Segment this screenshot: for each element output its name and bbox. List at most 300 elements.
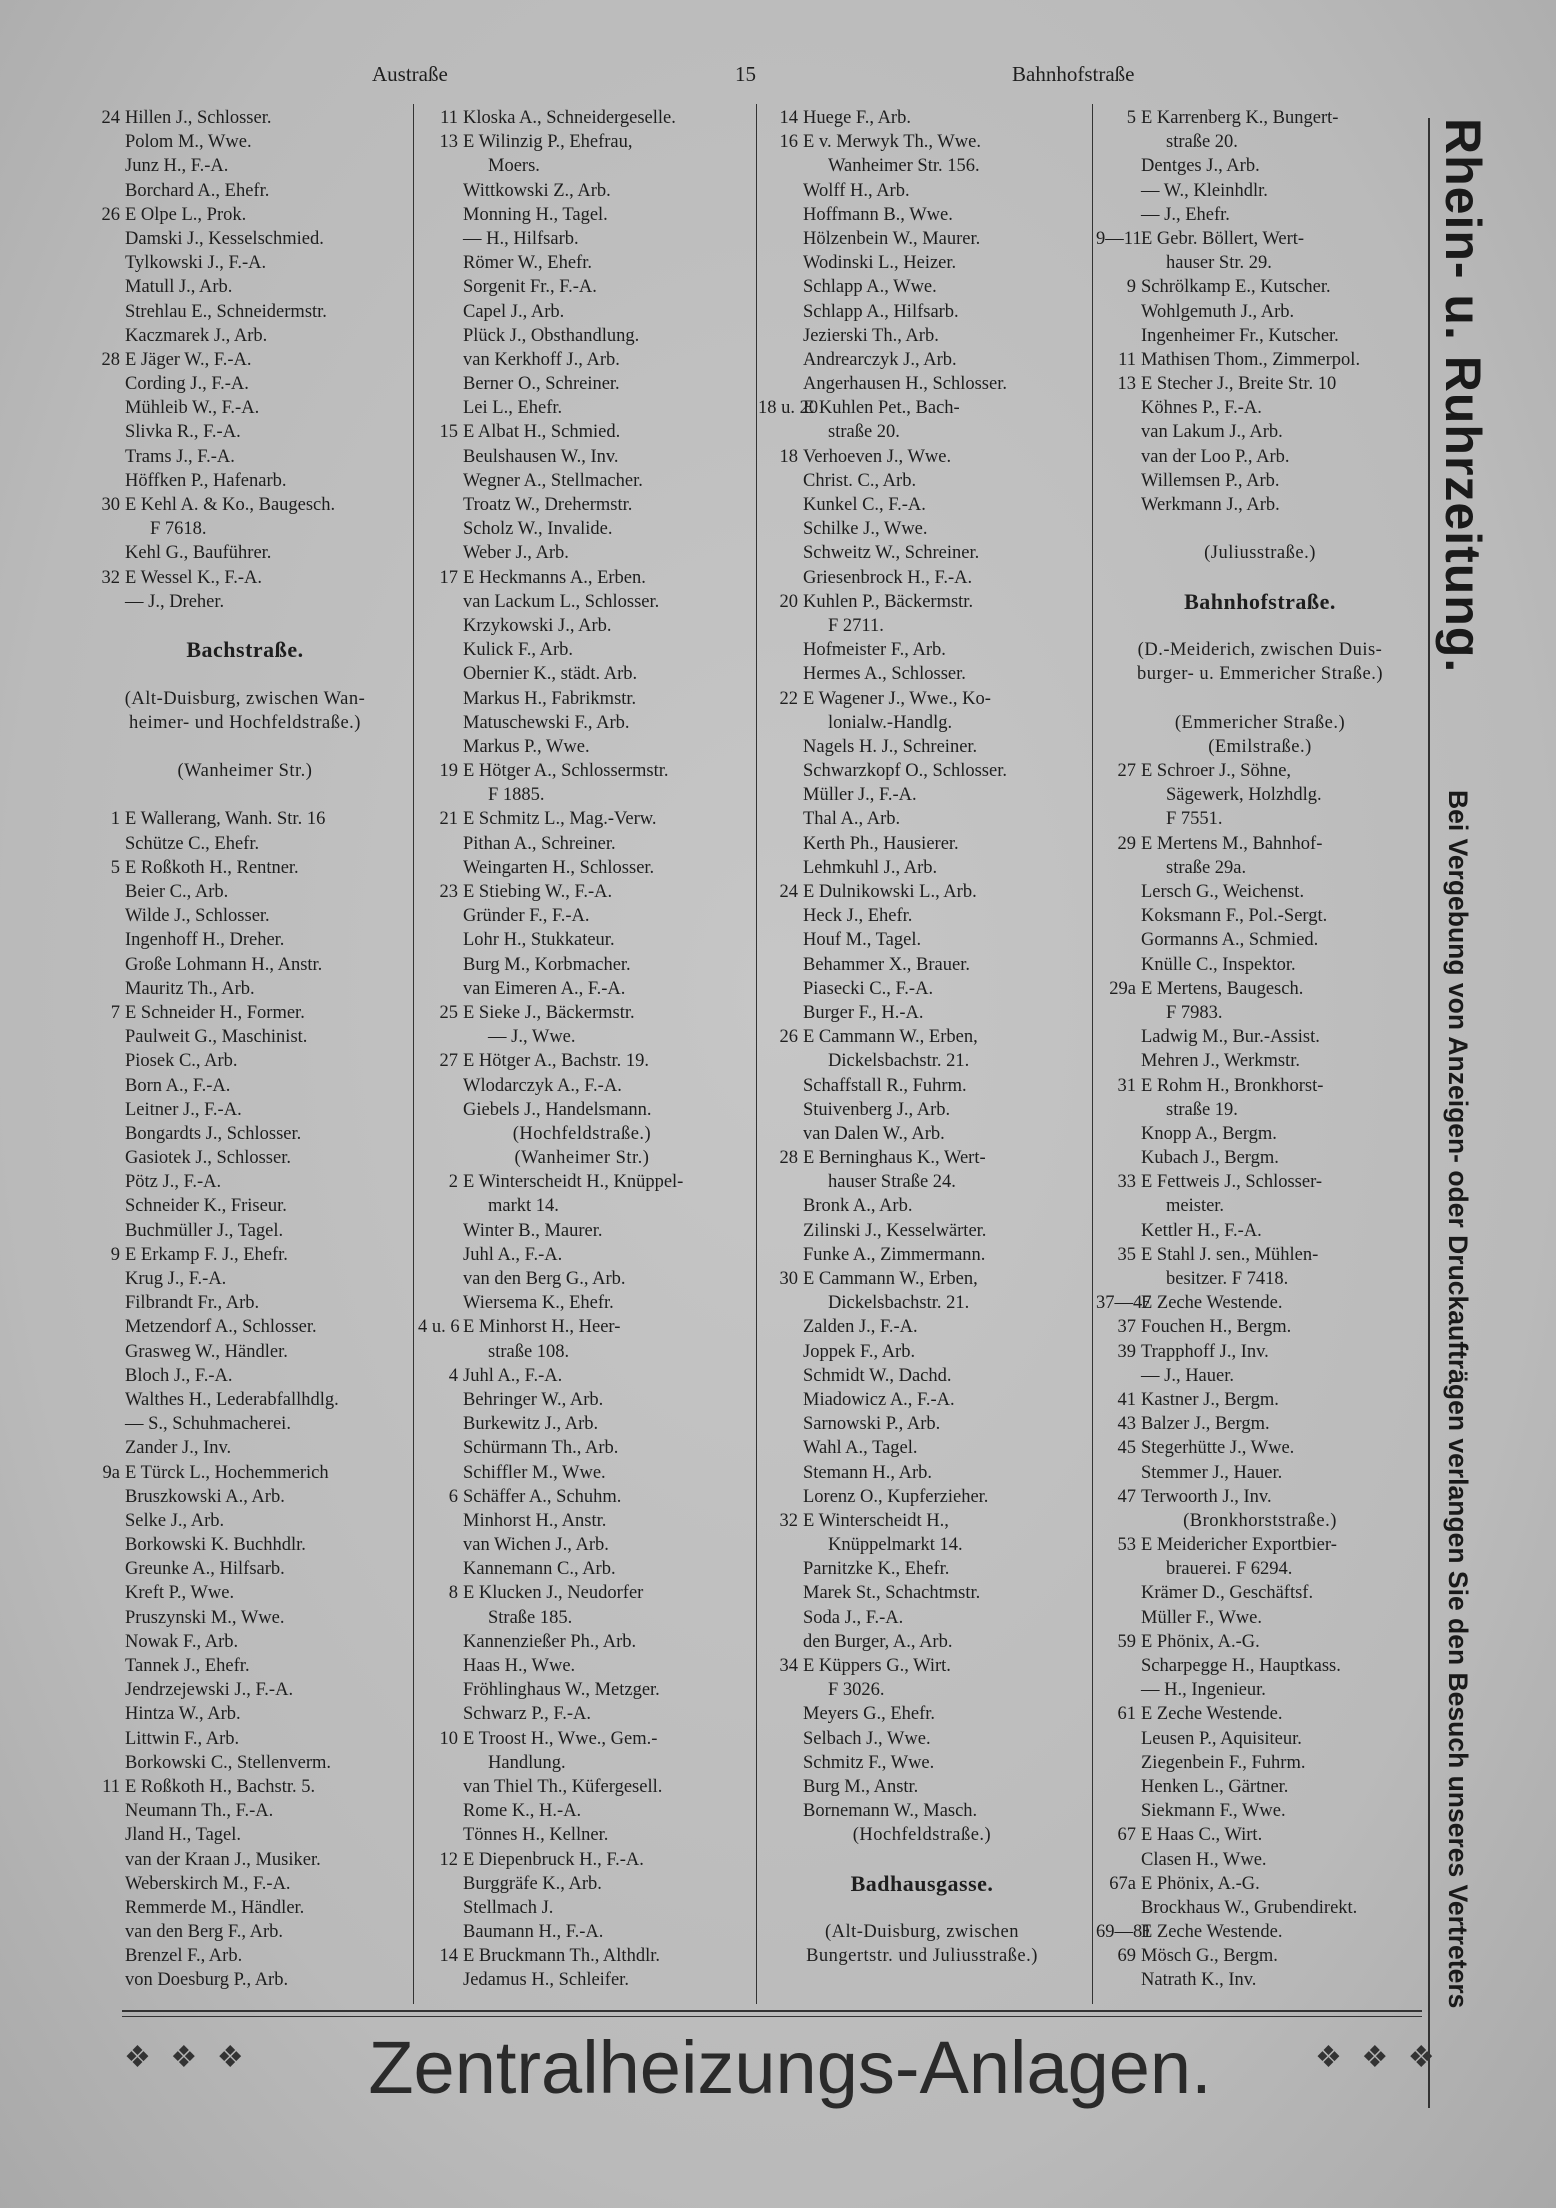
house-number: 26	[101, 204, 120, 225]
footer-rule	[122, 2016, 1422, 2017]
resident-entry: Lei L., Ehefr.	[463, 398, 563, 419]
directory-entry	[418, 130, 746, 154]
resident-entry: Pithan A., Schreiner.	[463, 833, 616, 854]
directory-entry	[1096, 1872, 1424, 1896]
resident-entry: Zander J., Inv.	[125, 1438, 232, 1459]
resident-entry: Stemann H., Arb.	[803, 1462, 932, 1483]
entry-text: E Bruckmann Th., Althdlr.	[463, 1946, 660, 1967]
resident-entry: Burger F., H.-A.	[803, 1002, 924, 1023]
directory-entry	[418, 1944, 746, 1968]
directory-entry	[1096, 1485, 1424, 1509]
entry-continuation: straße 108.	[488, 1341, 570, 1362]
resident-entry: Zilinski J., Kesselwärter.	[803, 1220, 987, 1241]
house-number: 4	[448, 1365, 458, 1386]
entry-text: E Hötger A., Bachstr. 19.	[463, 1051, 650, 1072]
directory-entry	[758, 1146, 1086, 1170]
entry-text: Juhl A., F.-A.	[463, 1365, 563, 1386]
entry-text: E Phönix, A.-G.	[1141, 1873, 1260, 1894]
street-heading: Bachstraße.	[186, 637, 304, 663]
directory-entry	[758, 396, 1086, 420]
resident-entry: Schwarzkopf O., Schlosser.	[803, 761, 1007, 782]
directory-entry	[758, 1509, 1086, 1533]
house-number: 11	[1118, 349, 1136, 370]
resident-entry: Wohlgemuth J., Arb.	[1141, 301, 1295, 322]
resident-entry: Wahl A., Tagel.	[803, 1438, 918, 1459]
entry-continuation: F 2711.	[828, 615, 884, 636]
entry-text: E Dulnikowski L., Arb.	[803, 882, 977, 902]
entry-text: Mösch G., Bergm.	[1141, 1946, 1278, 1967]
resident-entry: Sarnowski P., Arb.	[803, 1414, 941, 1435]
street-note: (Alt-Duisburg, zwischen Wan-	[124, 688, 366, 709]
resident-entry: Hoffmann B., Wwe.	[803, 204, 953, 225]
directory-column-1	[80, 106, 410, 1993]
house-number: 29	[1117, 833, 1136, 854]
entry-text: E Karrenberg K., Bungert-	[1141, 108, 1339, 128]
resident-entry: Stuivenberg J., Arb.	[803, 1099, 951, 1120]
directory-entry	[1096, 759, 1424, 783]
directory-entry	[80, 856, 410, 880]
resident-entry: Müller F., Wwe.	[1141, 1607, 1262, 1628]
entry-continuation: F 1885.	[488, 785, 545, 806]
street-heading: Badhausgasse.	[850, 1870, 994, 1896]
resident-entry: van Wichen J., Arb.	[463, 1535, 609, 1556]
house-number: 39	[1117, 1341, 1136, 1362]
house-number: 28	[779, 1148, 798, 1169]
page-number: 15	[735, 62, 756, 86]
house-number: 35	[1117, 1244, 1136, 1265]
resident-entry: Wiersema K., Ehefr.	[463, 1293, 614, 1314]
resident-entry: Schaffstall R., Fuhrm.	[803, 1075, 967, 1096]
house-number: 53	[1117, 1535, 1136, 1556]
resident-entry: Selbach J., Wwe.	[803, 1728, 931, 1749]
house-number: 18 u. 20	[758, 398, 819, 419]
resident-entry: Kannemann C., Arb.	[463, 1559, 616, 1580]
resident-entry: Bongardts J., Schlosser.	[125, 1123, 302, 1144]
directory-entry	[1096, 1074, 1424, 1098]
resident-entry: Schürmann Th., Arb.	[463, 1438, 619, 1459]
resident-entry: Knopp A., Bergm.	[1141, 1123, 1277, 1144]
resident-entry: Lorenz O., Kupferzieher.	[803, 1486, 989, 1507]
entry-text: E Winterscheidt H., Knüppel-	[463, 1172, 684, 1193]
resident-entry: Köhnes P., F.-A.	[1141, 398, 1262, 419]
house-number: 31	[1117, 1075, 1136, 1096]
house-number: 27	[1117, 761, 1136, 782]
entry-text: Hillen J., Schlosser.	[125, 108, 272, 128]
resident-entry: Bruszkowski A., Arb.	[125, 1486, 285, 1507]
spacer	[758, 1896, 1086, 1920]
resident-entry: Buchmüller J., Tagel.	[125, 1220, 284, 1241]
entry-continuation: straße 20.	[1166, 132, 1238, 153]
spacer	[1096, 566, 1424, 590]
entry-text: E v. Merwyk Th., Wwe.	[803, 132, 981, 153]
house-number: 11	[440, 108, 458, 128]
resident-entry: Kubach J., Bergm.	[1141, 1148, 1279, 1169]
directory-entry	[758, 106, 1086, 130]
resident-entry: van Thiel Th., Küfergesell.	[463, 1776, 663, 1797]
entry-continuation: hauser Str. 29.	[1166, 253, 1272, 274]
entry-continuation: Knüppelmarkt 14.	[828, 1535, 963, 1556]
resident-entry: Joppek F., Arb.	[803, 1341, 916, 1362]
resident-entry: Jendrzejewski J., F.-A.	[125, 1680, 294, 1701]
directory-entry	[1096, 1944, 1424, 1968]
resident-entry: van Eimeren A., F.-A.	[463, 978, 626, 999]
house-number: 61	[1117, 1704, 1136, 1725]
resident-entry: Junz H., F.-A.	[125, 156, 229, 177]
resident-entry: Damski J., Kesselschmied.	[125, 228, 324, 249]
spacer	[1096, 687, 1424, 711]
resident-entry: Markus P., Wwe.	[463, 736, 590, 757]
resident-entry: Kehl G., Bauführer.	[125, 543, 272, 564]
resident-entry: Pruszynski M., Wwe.	[125, 1607, 285, 1628]
entry-text: E Küppers G., Wirt.	[803, 1656, 951, 1676]
house-number: 17	[439, 567, 458, 588]
directory-entry	[1096, 275, 1424, 299]
entry-text: Verhoeven J., Wwe.	[803, 446, 952, 467]
entry-text: E Kuhlen Pet., Bach-	[803, 398, 960, 419]
directory-entry	[1096, 977, 1424, 1001]
entry-text: E Rohm H., Bronkhorst-	[1141, 1075, 1324, 1096]
directory-entry	[758, 1267, 1086, 1291]
directory-entry	[758, 1654, 1086, 1678]
house-number: 24	[101, 108, 120, 128]
resident-entry: Borchard A., Ehefr.	[125, 180, 270, 201]
entry-text: Fouchen H., Bergm.	[1141, 1317, 1292, 1338]
resident-entry: Beulshausen W., Inv.	[463, 446, 619, 467]
entry-continuation: meister.	[1166, 1196, 1225, 1217]
street-note: (Emilstraße.)	[1208, 736, 1312, 757]
resident-entry: Piosek C., Arb.	[125, 1051, 238, 1072]
directory-entry	[418, 1727, 746, 1751]
resident-entry: Schlapp A., Hilfsarb.	[803, 301, 959, 322]
resident-entry: Schmidt W., Dachd.	[803, 1365, 952, 1386]
entry-text: E Erkamp F. J., Ehefr.	[125, 1244, 288, 1265]
entry-continuation: — J., Wwe.	[488, 1027, 576, 1048]
column-divider	[1092, 104, 1093, 2004]
resident-entry: Meyers G., Ehefr.	[803, 1704, 936, 1725]
entry-text: Kuhlen P., Bäckermstr.	[803, 591, 974, 612]
entry-continuation: brauerei. F 6294.	[1166, 1559, 1293, 1580]
resident-entry: Wolff H., Arb.	[803, 180, 910, 201]
resident-entry: Schneider K., Friseur.	[125, 1196, 287, 1217]
house-number: 19	[439, 761, 458, 782]
resident-entry: Capel J., Arb.	[463, 301, 565, 322]
entry-continuation: markt 14.	[488, 1196, 559, 1217]
house-number: 15	[439, 422, 458, 443]
resident-entry: Wittkowski Z., Arb.	[463, 180, 611, 201]
entry-text: E Diepenbruck H., F.-A.	[463, 1849, 644, 1870]
resident-entry: Wlodarczyk A., F.-A.	[463, 1075, 622, 1096]
directory-entry	[418, 1364, 746, 1388]
resident-entry: Bornemann W., Masch.	[803, 1801, 978, 1822]
house-number: 29a	[1109, 978, 1136, 999]
entry-text: E Wessel K., F.-A.	[125, 567, 262, 588]
house-number: 9—11	[1096, 228, 1142, 249]
resident-entry: Koksmann F., Pol.-Sergt.	[1141, 906, 1328, 927]
entry-text: E Wallerang, Wanh. Str. 16	[125, 809, 326, 830]
house-number: 18	[779, 446, 798, 467]
resident-entry: Brenzel F., Arb.	[125, 1946, 243, 1967]
resident-entry: Kaczmarek J., Arb.	[125, 325, 268, 346]
entry-text: E Zeche Westende.	[1141, 1922, 1283, 1943]
resident-entry: Jland H., Tagel.	[125, 1825, 242, 1846]
resident-entry: Griesenbrock H., F.-A.	[803, 567, 973, 588]
resident-entry: Krämer D., Geschäftsf.	[1141, 1583, 1314, 1604]
resident-entry: Siekmann F., Wwe.	[1141, 1801, 1286, 1822]
resident-entry: Burg M., Anstr.	[803, 1776, 919, 1797]
resident-entry: Gasiotek J., Schlosser.	[125, 1148, 291, 1169]
entry-text: Balzer J., Bergm.	[1141, 1414, 1270, 1435]
entry-continuation: F 7618.	[150, 519, 207, 540]
resident-entry: Borkowski K. Buchhdlr.	[125, 1535, 306, 1556]
resident-entry: Minhorst H., Anstr.	[463, 1510, 607, 1531]
resident-entry: Obernier K., städt. Arb.	[463, 664, 638, 685]
directory-entry	[1096, 348, 1424, 372]
banner-divider	[1428, 118, 1430, 2108]
resident-entry: Tönnes H., Kellner.	[463, 1825, 609, 1846]
entry-text: E Klucken J., Neudorfer	[463, 1583, 644, 1604]
entry-text: E Hötger A., Schlossermstr.	[463, 761, 669, 782]
resident-entry: Schilke J., Wwe.	[803, 519, 928, 540]
directory-entry	[1096, 1291, 1424, 1315]
house-number: 12	[439, 1849, 458, 1870]
house-number: 6	[448, 1486, 458, 1507]
house-number: 11	[102, 1776, 120, 1797]
resident-entry: Jezierski Th., Arb.	[803, 325, 939, 346]
directory-entry	[80, 1243, 410, 1267]
resident-entry: Littwin F., Arb.	[125, 1728, 240, 1749]
resident-entry: Metzendorf A., Schlosser.	[125, 1317, 317, 1338]
entry-text: E Zeche Westende.	[1141, 1704, 1283, 1725]
resident-entry: Grasweg W., Händler.	[125, 1341, 288, 1362]
house-number: 9	[110, 1244, 120, 1265]
directory-entry	[1096, 1436, 1424, 1460]
entry-text: E Berninghaus K., Wert-	[803, 1148, 986, 1169]
resident-entry: Ingenhoff H., Dreher.	[125, 930, 285, 951]
resident-entry: Scharpegge H., Hauptkass.	[1141, 1656, 1341, 1676]
entry-text: E Fettweis J., Schlosser-	[1141, 1172, 1323, 1193]
resident-entry: Pötz J., F.-A.	[125, 1172, 222, 1193]
resident-entry: Hölzenbein W., Maurer.	[803, 228, 981, 249]
resident-entry: Gormanns A., Schmied.	[1141, 930, 1319, 951]
directory-entry	[418, 1049, 746, 1073]
street-note: heimer- und Hochfeldstraße.)	[129, 712, 361, 733]
resident-entry: — J., Hauer.	[1141, 1365, 1234, 1386]
resident-entry: Scholz W., Invalide.	[463, 519, 613, 540]
resident-entry: Behammer X., Brauer.	[803, 954, 970, 975]
entry-text: E Winterscheidt H.,	[803, 1510, 949, 1531]
resident-entry: Plück J., Obsthandlung.	[463, 325, 640, 346]
resident-entry: Kannenzießer Ph., Arb.	[463, 1631, 637, 1652]
entry-continuation: Moers.	[488, 156, 540, 177]
street-heading: Bahnhofstraße.	[1184, 588, 1336, 614]
house-number: 13	[1117, 374, 1136, 395]
entry-continuation: F 3026.	[828, 1680, 885, 1701]
resident-entry: Schütze C., Ehefr.	[125, 833, 260, 854]
house-number: 7	[110, 1002, 120, 1023]
entry-text: Kastner J., Bergm.	[1141, 1389, 1279, 1410]
directory-entry	[418, 1170, 746, 1194]
resident-entry: Borkowski C., Stellenverm.	[125, 1752, 332, 1773]
resident-entry: Funke A., Zimmermann.	[803, 1244, 986, 1265]
house-number: 41	[1117, 1389, 1136, 1410]
resident-entry: Monning H., Tagel.	[463, 204, 608, 225]
entry-text: Trapphoff J., Inv.	[1141, 1341, 1269, 1362]
house-number: 5	[110, 857, 120, 878]
entry-text: E Heckmanns A., Erben.	[463, 567, 646, 588]
resident-entry: Hintza W., Arb.	[125, 1704, 241, 1725]
directory-entry	[418, 1848, 746, 1872]
resident-entry: Weberskirch M., F.-A.	[125, 1873, 291, 1894]
entry-continuation: Wanheimer Str. 156.	[828, 156, 980, 177]
house-number: 30	[101, 495, 120, 515]
newspaper-banner-title: Rhein- u. Ruhrzeitung.	[1435, 118, 1491, 674]
resident-entry: Schmitz F., Wwe.	[803, 1752, 935, 1773]
resident-entry: Markus H., Fabrikmstr.	[463, 688, 637, 709]
resident-entry: Trams J., F.-A.	[125, 446, 235, 467]
directory-entry	[1096, 106, 1424, 130]
resident-entry: Leusen P., Aquisiteur.	[1141, 1728, 1302, 1749]
resident-entry: Mauritz Th., Arb.	[125, 978, 255, 999]
resident-entry: van Lackum L., Schlosser.	[463, 591, 660, 612]
directory-entry	[758, 880, 1086, 904]
resident-entry: van der Loo P., Arb.	[1141, 446, 1290, 467]
house-number: 24	[779, 882, 798, 902]
resident-entry: Filbrandt Fr., Arb.	[125, 1293, 260, 1314]
house-number: 5	[1126, 108, 1136, 128]
resident-entry: van den Berg G., Arb.	[463, 1269, 626, 1289]
resident-entry: Willemsen P., Arb.	[1141, 470, 1280, 491]
resident-entry: Kerth Ph., Hausierer.	[803, 833, 959, 854]
resident-entry: van Dalen W., Arb.	[803, 1123, 945, 1144]
house-number: 34	[779, 1656, 798, 1676]
directory-entry	[418, 807, 746, 831]
entry-continuation: Dickelsbachstr. 21.	[828, 1293, 970, 1314]
directory-entry	[1096, 1388, 1424, 1412]
resident-entry: Schiffler M., Wwe.	[463, 1462, 606, 1483]
resident-entry: Lohr H., Stukkateur.	[463, 930, 615, 951]
house-number: 13	[439, 132, 458, 153]
entry-text: E Stiebing W., F.-A.	[463, 882, 613, 902]
house-number: 16	[779, 132, 798, 153]
street-note: (Emmericher Straße.)	[1174, 712, 1346, 733]
entry-continuation: besitzer. F 7418.	[1166, 1269, 1289, 1289]
resident-entry: Juhl A., F.-A.	[463, 1244, 563, 1265]
resident-entry: Henken L., Gärtner.	[1141, 1776, 1289, 1797]
resident-entry: Polom M., Wwe.	[125, 132, 252, 153]
resident-entry: Matuschewski F., Arb.	[463, 712, 630, 733]
directory-entry	[418, 1315, 746, 1339]
entry-text: E Türck L., Hochemmerich	[125, 1462, 329, 1483]
resident-entry: Schweitz W., Schreiner.	[803, 543, 980, 564]
entry-text: E Wilinzig P., Ehefrau,	[463, 132, 633, 153]
resident-entry: Hofmeister F., Arb.	[803, 640, 946, 661]
resident-entry: Heck J., Ehefr.	[803, 906, 913, 927]
entry-continuation: Handlung.	[488, 1752, 566, 1773]
directory-entry	[1096, 227, 1424, 251]
resident-entry: Ziegenbein F., Fuhrm.	[1141, 1752, 1306, 1773]
house-number: 20	[779, 591, 798, 612]
newspaper-banner-slogan: Bei Vergebung von Anzeigen- oder Druckaufträgen verlangen Sie den Besuch unseres Vertreters	[1443, 790, 1473, 2009]
resident-entry: — W., Kleinhdlr.	[1141, 180, 1268, 201]
house-number: 32	[779, 1510, 798, 1531]
house-number: 32	[101, 567, 120, 588]
directory-entry	[1096, 1823, 1424, 1847]
directory-entry	[1096, 1533, 1424, 1557]
house-number: 25	[439, 1002, 458, 1023]
entry-continuation: F 7983.	[1166, 1002, 1223, 1023]
entry-text: E Haas C., Wirt.	[1141, 1825, 1263, 1846]
resident-entry: Baumann H., F.-A.	[463, 1922, 604, 1943]
entry-text: E Schmitz L., Mag.-Verw.	[463, 809, 657, 830]
resident-entry: Römer W., Ehefr.	[463, 253, 592, 274]
directory-entry	[418, 106, 746, 130]
resident-entry: Ladwig M., Bur.-Assist.	[1141, 1027, 1320, 1048]
resident-entry: Mehren J., Werkmstr.	[1141, 1051, 1300, 1072]
running-head-right: Bahnhofstraße	[1012, 62, 1135, 86]
entry-continuation: lonialw.-Handlg.	[828, 712, 953, 733]
directory-entry	[80, 1461, 410, 1485]
house-number: 4 u. 6	[418, 1317, 460, 1338]
entry-text: E Zeche Westende.	[1141, 1293, 1283, 1314]
entry-text: E Gebr. Böllert, Wert-	[1141, 228, 1305, 249]
entry-text: E Schneider H., Former.	[125, 1002, 305, 1023]
running-head-left: Austraße	[372, 62, 448, 86]
resident-entry: — J., Dreher.	[125, 591, 225, 612]
directory-entry	[1096, 372, 1424, 396]
entry-continuation: Sägewerk, Holzhdlg.	[1166, 785, 1322, 806]
directory-column-2	[418, 106, 746, 1993]
house-number: 47	[1117, 1486, 1136, 1507]
entry-text: E Troost H., Wwe., Gem.-	[463, 1728, 658, 1749]
resident-entry: Burg M., Korbmacher.	[463, 954, 631, 975]
resident-entry: Slivka R., F.-A.	[125, 422, 241, 443]
footer-advertisement: Zentralheizungs-Anlagen.	[368, 2026, 1212, 2109]
entry-text: E Kehl A. & Ko., Baugesch.	[125, 495, 336, 515]
resident-entry: Ingenheimer Fr., Kutscher.	[1141, 325, 1339, 346]
house-number: 9	[1126, 277, 1136, 298]
resident-entry: Nowak F., Arb.	[125, 1631, 239, 1652]
resident-entry: Houf M., Tagel.	[803, 930, 922, 951]
resident-entry: Strehlau E., Schneidermstr.	[125, 301, 327, 322]
directory-entry	[1096, 1412, 1424, 1436]
directory-entry	[758, 130, 1086, 154]
entry-text: E Phönix, A.-G.	[1141, 1631, 1260, 1652]
directory-entry	[418, 566, 746, 590]
directory-entry	[418, 1001, 746, 1025]
entry-text: E Mertens M., Bahnhof-	[1141, 833, 1323, 854]
resident-entry: Winter B., Maurer.	[463, 1220, 603, 1241]
directory-entry	[758, 445, 1086, 469]
resident-entry: Mühleib W., F.-A.	[125, 398, 260, 419]
entry-text: E Roßkoth H., Bachstr. 5.	[125, 1776, 316, 1797]
footer-rule	[122, 2010, 1422, 2012]
resident-entry: Brockhaus W., Grubendirekt.	[1141, 1897, 1358, 1918]
street-note: (Alt-Duisburg, zwischen	[824, 1922, 1020, 1943]
resident-entry: Müller J., F.-A.	[803, 785, 917, 806]
entry-continuation: straße 19.	[1166, 1099, 1238, 1120]
resident-entry: Marek St., Schachtmstr.	[803, 1583, 981, 1604]
street-note: (D.-Meiderich, zwischen Duis-	[1137, 640, 1383, 661]
entry-text: Schrölkamp E., Kutscher.	[1141, 277, 1331, 298]
ornament-icon: ❖ ❖ ❖	[124, 2041, 250, 2074]
spacer	[80, 614, 410, 638]
resident-entry: Leitner J., F.-A.	[125, 1099, 242, 1120]
directory-entry	[1096, 1630, 1424, 1654]
house-number: 14	[779, 108, 798, 128]
resident-entry: Zalden J., F.-A.	[803, 1317, 918, 1338]
resident-entry: Burggräfe K., Arb.	[463, 1873, 602, 1894]
entry-text: E Roßkoth H., Rentner.	[125, 857, 299, 878]
